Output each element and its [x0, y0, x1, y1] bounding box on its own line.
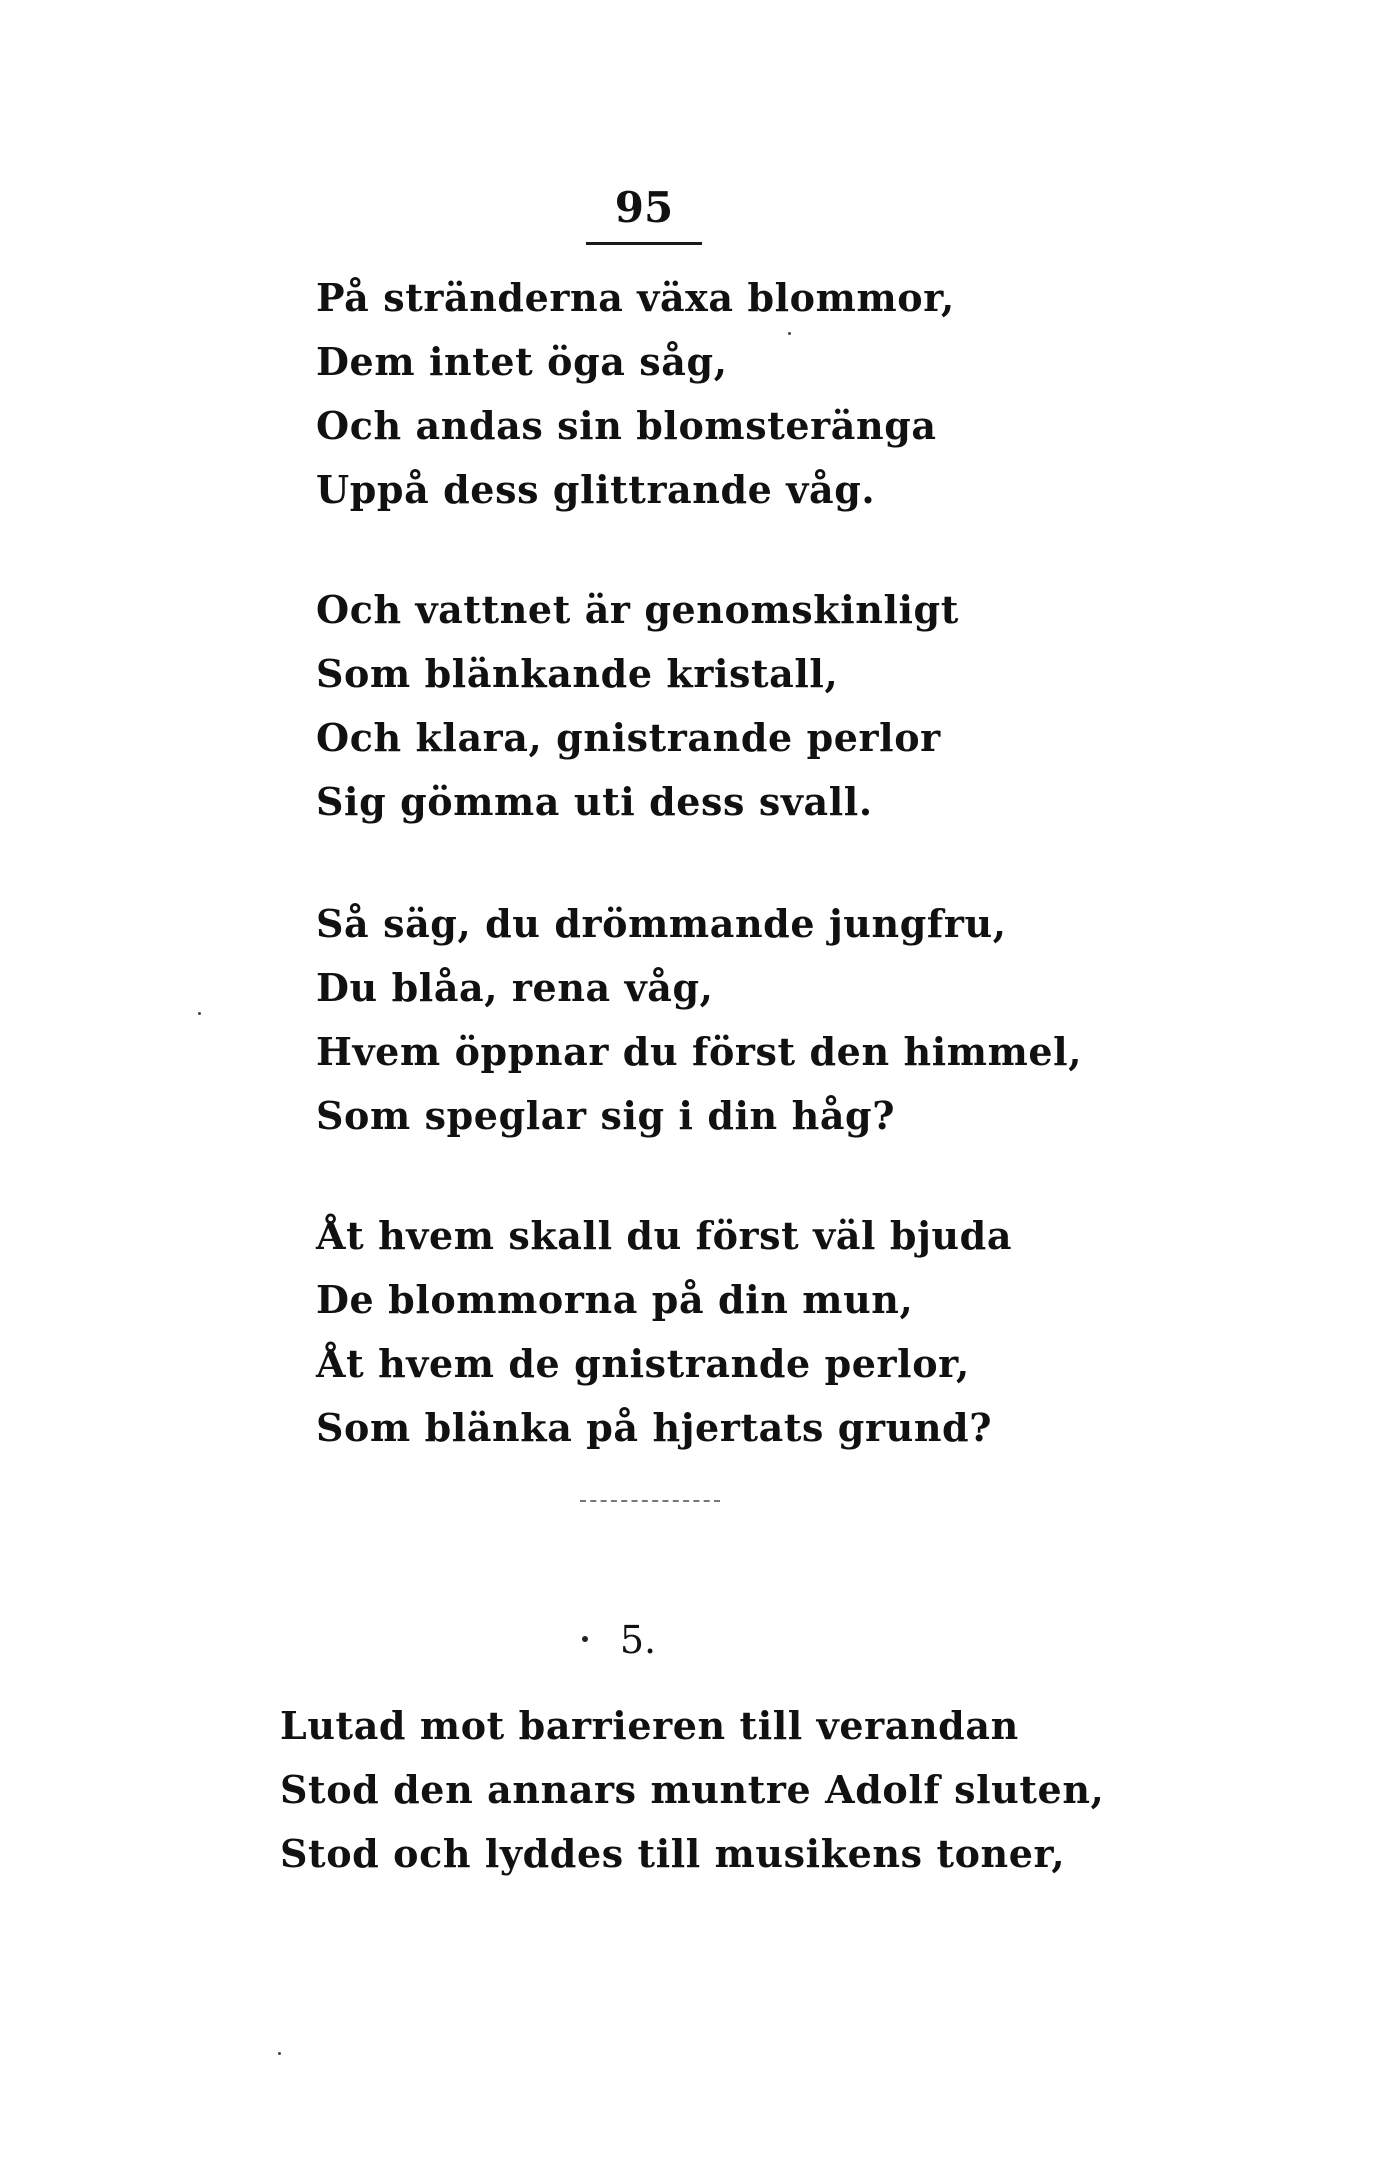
- verse-line: Så säg, du drömmande jungfru,: [316, 901, 1007, 946]
- verse-line: På stränderna växa blommor,: [316, 275, 955, 320]
- poem-stanza-4: [316, 1204, 1012, 1460]
- verse-line: Lutad mot barrieren till verandan: [280, 1703, 1019, 1748]
- section-divider: [580, 1500, 720, 1502]
- verse-line: Stod den annars muntre Adolf sluten,: [280, 1767, 1105, 1812]
- section-number: 5.: [619, 1618, 657, 1662]
- print-speck: [788, 332, 791, 335]
- verse-line: Dem intet öga såg,: [316, 339, 728, 384]
- verse-line: Och vattnet är genomskinligt: [316, 587, 959, 632]
- page-number: 95: [614, 183, 674, 232]
- verse-line: Hvem öppnar du först den himmel,: [316, 1029, 1083, 1074]
- verse-line: Åt hvem skall du först väl bjuda: [316, 1213, 1013, 1258]
- verse-line: Du blåa, rena våg,: [316, 965, 714, 1010]
- narrative-text: [280, 1694, 1104, 1886]
- page-number-underline: [586, 242, 702, 245]
- verse-line: Och klara, gnistrande perlor: [316, 715, 941, 760]
- print-speck: [278, 2052, 281, 2055]
- verse-line: Sig gömma uti dess svall.: [316, 779, 873, 824]
- verse-line: Som blänkande kristall,: [316, 651, 839, 696]
- poem-stanza-2: [316, 578, 959, 834]
- verse-line: Åt hvem de gnistrande perlor,: [316, 1341, 970, 1386]
- poem-stanza-1: [316, 266, 955, 522]
- print-speck: [198, 1012, 201, 1015]
- verse-line: Uppå dess glittrande våg.: [316, 467, 876, 512]
- verse-line: Och andas sin blomsteränga: [316, 403, 937, 448]
- verse-line: Som speglar sig i din håg?: [316, 1093, 896, 1138]
- verse-line: Som blänka på hjertats grund?: [316, 1405, 993, 1450]
- verse-line: Stod och lyddes till musikens toner,: [280, 1831, 1066, 1876]
- poem-stanza-3: [316, 892, 1082, 1148]
- verse-line: De blommorna på din mun,: [316, 1277, 914, 1322]
